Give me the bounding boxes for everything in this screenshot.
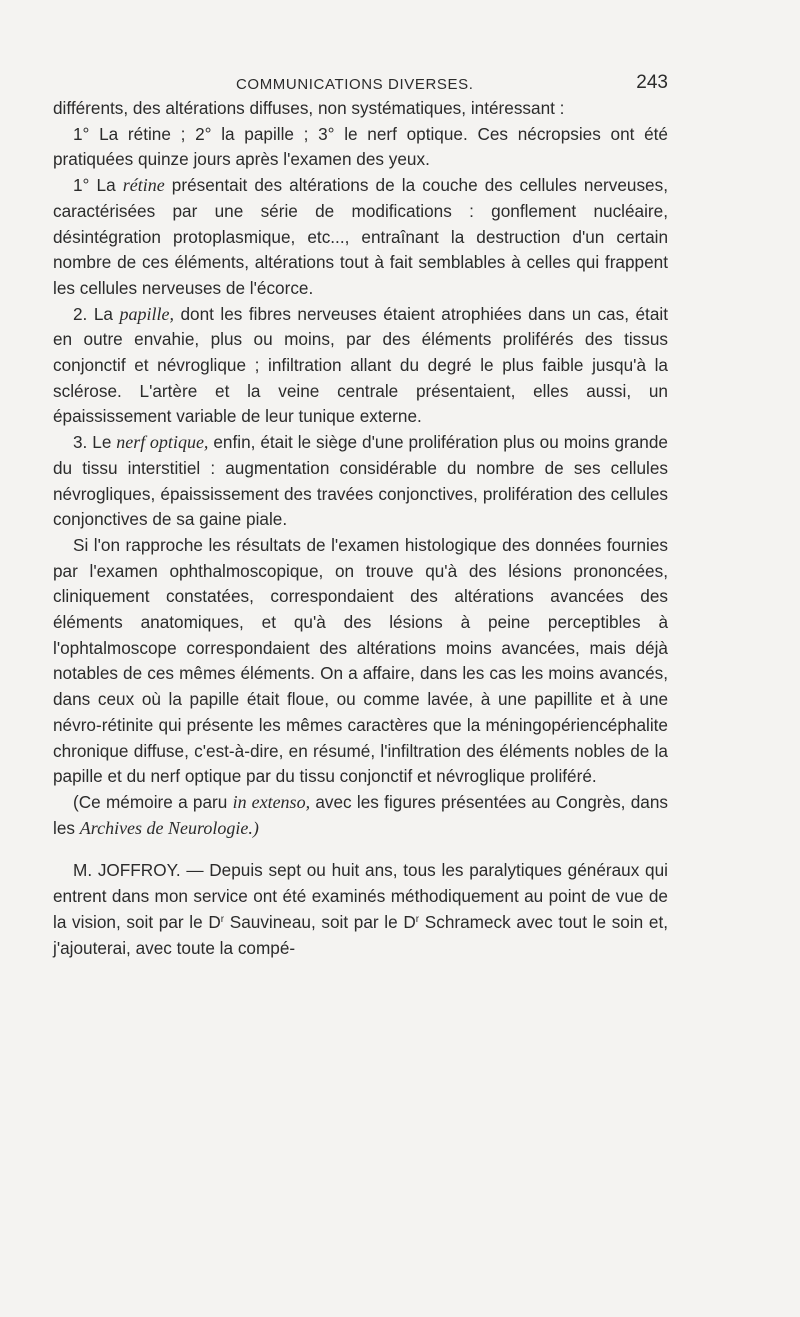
note-lead: (Ce mémoire a paru: [73, 791, 233, 812]
paragraph-synthese-text: Si l'on rapproche les résultats de l'examen histologique des données fournies par l'examen ophthalmoscopique, on trouve qu'à des lésions prononcées, cliniquement constatées, correspondaient des altérations avancées des éléments anatomiques, et qu'à des lésions à peine perceptibles à l'ophtalmoscope correspondaient des altérations moins avancées, mais déjà notables de ces mêmes éléments. On a affaire, dans les cas les moins avancés, dans ceux où la papille était floue, ou comme lavée, à une papillite et à une névro-rétinite qui présente les mêmes caractères que la méningopériencéphalite chronique diffuse, c'est-à-dire, en résumé, l'infiltration des éléments nobles de la papille et du nerf optique par du tissu conjonctif et névroglique proliféré.: [53, 534, 668, 787]
book-page: [53, 70, 668, 961]
paragraph-1: [53, 96, 668, 122]
paragraph-papille-text: dont les fibres nerveuses étaient atrophiées dans un cas, était en outre envahie, plus ou moins, par des éléments proliférés des tissus conjonctif et névroglique ; infiltration allant du degré le plus faible jusqu'à la sclérose. L'artère et la veine centrale présentaient, elles aussi, un épaississement variable de leur tunique externe.: [53, 303, 668, 427]
running-head: [53, 70, 668, 96]
term-retine: rétine: [122, 175, 165, 196]
joffroy-lead: M. JOFFROY. — Depuis sept ou huit ans, tous les paralytiques généraux qui entrent dans mon service ont été examinés méthodiquement au point de vue de la vision, soit par le D: [53, 860, 668, 932]
paragraph-synthese: [53, 533, 668, 790]
term-papille: papille,: [119, 303, 174, 324]
note-mid: avec les figures présentées au Congrès, dans les: [53, 791, 669, 838]
joffroy-tail: Schrameck avec tout le soin et, j'ajouterai, avec toute la compé-: [53, 911, 668, 958]
paragraph-note: [53, 790, 668, 841]
paragraph-nerf-optique: [53, 430, 668, 533]
body-text: [53, 96, 668, 961]
superscript-r-2: r: [415, 913, 420, 925]
running-title: COMMUNICATIONS DIVERSES.: [236, 76, 474, 93]
journal-title: Archives de Neurologie.): [79, 817, 259, 838]
paragraph-retine: [53, 173, 668, 302]
paragraph-nerf-lead: 3. Le: [73, 432, 117, 453]
paragraph-retine-lead: 1° La: [73, 175, 123, 196]
term-in-extenso: in extenso,: [232, 791, 311, 812]
page-number: 243: [636, 72, 668, 93]
paragraph-joffroy: [53, 858, 668, 961]
paragraph-papille-lead: 2. La: [73, 303, 120, 324]
paragraph-2-text: 1° La rétine ; 2° la papille ; 3° le nerf optique. Ces nécropsies ont été pratiquées quinze jours après l'examen des yeux.: [53, 123, 668, 170]
paragraph-nerf-text: enfin, était le siège d'une prolifération plus ou moins grande du tissu interstitiel : augmentation considérable du nombre de ses cellules névrogliques, épaississement des travées conjonctives, prolifération des cellules conjonctives de sa gaine piale.: [53, 432, 668, 530]
paragraph-papille: [53, 302, 668, 431]
paragraph-retine-text: présentait des altérations de la couche des cellules nerveuses, caractérisées par une série de modifications : gonflement nucléaire, désintégration protoplasmique, etc..., entraînant la destruction d'un certain nombre de ces éléments, altérations tout à fait semblables à celles qui frappent les cellules nerveuses de l'écorce.: [53, 175, 668, 298]
paragraph-2: [53, 122, 668, 173]
paragraph-1-text: différents, des altérations diffuses, non systématiques, intéressant :: [53, 98, 565, 118]
superscript-r-1: r: [220, 913, 225, 925]
joffroy-mid: Sauvineau, soit par le D: [224, 911, 416, 932]
term-nerf-optique: nerf optique,: [116, 432, 209, 453]
